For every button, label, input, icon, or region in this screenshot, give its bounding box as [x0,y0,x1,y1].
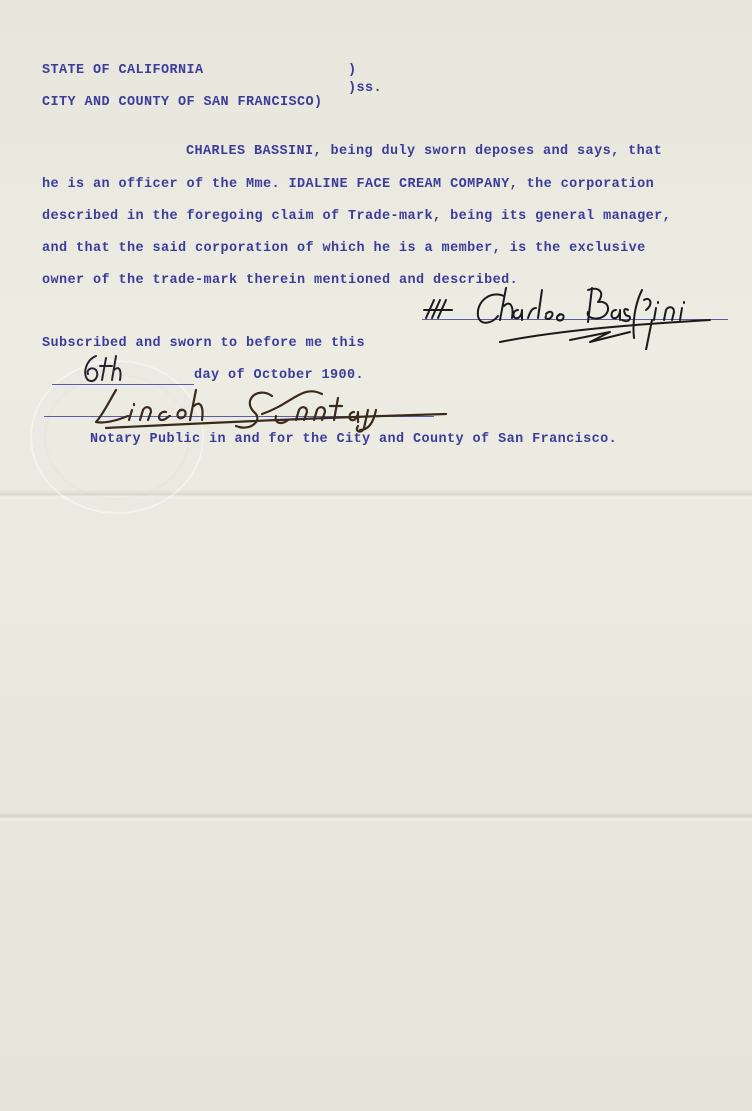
affidavit-line-3: described in the foregoing claim of Trade-mark, being its general manager, [42,209,672,224]
affidavit-line-4: and that the said corporation of which he is a member, is the exclusive [42,241,646,256]
venue-ss: )ss. [348,81,383,96]
affidavit-line-2: he is an officer of the Mme. IDALINE FACE CREAM COMPANY, the corporation [42,177,655,192]
notary-title-line: Notary Public in and for the City and County of San Francisco. [90,432,618,447]
venue-bracket-top: ) [348,63,357,78]
jurat-day-of: day of October 1900. [194,368,365,383]
venue-state: STATE OF CALIFORNIA [42,63,204,78]
affidavit-line-5: owner of the trade-mark therein mentioned and described. [42,273,519,288]
affidavit-line-1: CHARLES BASSINI, being duly sworn deposes and says, that [186,144,663,159]
paper-fold-lower [0,812,752,822]
jurat-day-handwritten [80,352,130,388]
notary-signature [86,384,466,434]
venue-county: CITY AND COUNTY OF SAN FRANCISCO) [42,95,323,110]
affiant-signature [420,280,740,350]
jurat-subscribed: Subscribed and sworn to before me this [42,336,366,351]
